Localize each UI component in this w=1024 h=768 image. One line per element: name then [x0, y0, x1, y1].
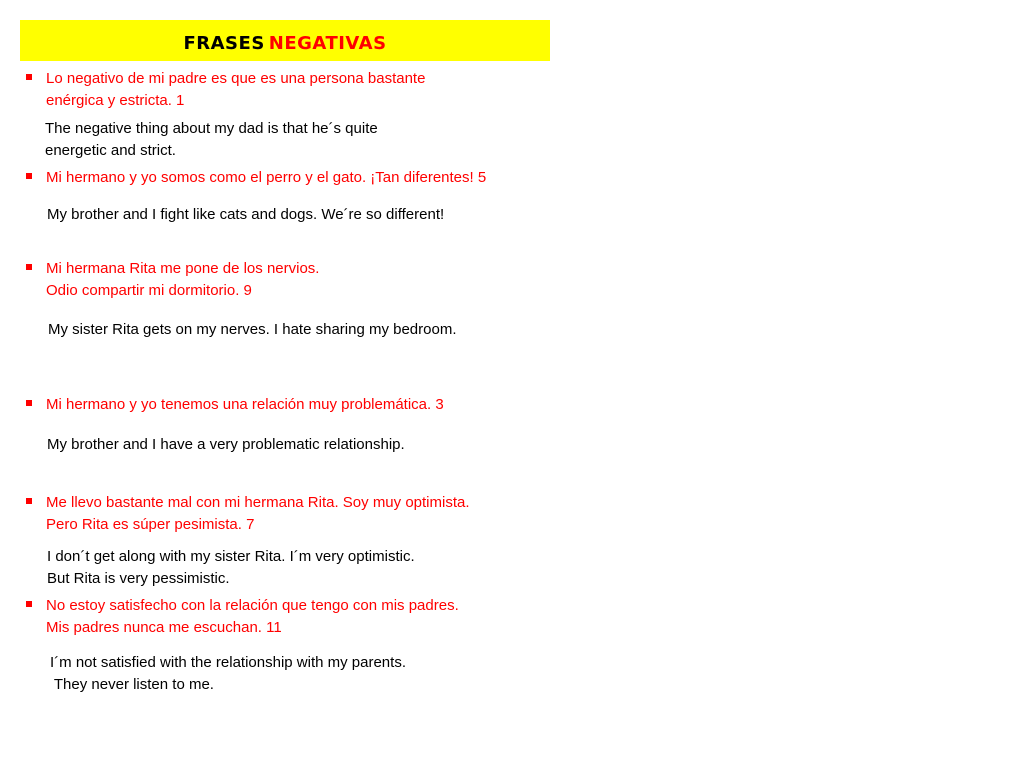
english-line: energetic and strict.: [45, 141, 176, 159]
english-line: But Rita is very pessimistic.: [47, 569, 230, 587]
bullet-icon: [26, 498, 32, 504]
bullet-icon: [26, 173, 32, 179]
spanish-line: Lo negativo de mi padre es que es una persona bastante: [46, 70, 426, 87]
spanish-line: No estoy satisfecho con la relación que tengo con mis padres.: [46, 597, 459, 614]
spanish-sentence: [46, 258, 319, 301]
spanish-sentence: [46, 394, 444, 416]
title-word-negativas: negativas: [268, 26, 387, 55]
spanish-line: Mi hermano y yo somos como el perro y el gato. ¡Tan diferentes! 5: [46, 169, 487, 186]
english-line: They never listen to me.: [50, 675, 214, 693]
spanish-line: Odio compartir mi dormitorio. 9: [46, 281, 252, 299]
english-translation: [50, 652, 406, 695]
spanish-sentence: [46, 167, 486, 189]
spanish-line: Pero Rita es súper pesimista. 7: [46, 515, 255, 533]
english-translation: [47, 546, 415, 589]
english-translation: [45, 118, 378, 161]
english-line: My brother and I have a very problematic relationship.: [47, 436, 405, 453]
english-line: I don´t get along with my sister Rita. I´m very optimistic.: [47, 548, 415, 565]
spanish-line: Mi hermano y yo tenemos una relación muy problemática. 3: [46, 396, 444, 413]
english-line: I´m not satisfied with the relationship with my parents.: [50, 654, 406, 671]
spanish-line: Me llevo bastante mal con mi hermana Rita. Soy muy optimista.: [46, 494, 470, 511]
spanish-sentence: [46, 595, 459, 638]
spanish-line: Mi hermana Rita me pone de los nervios.: [46, 260, 320, 277]
bullet-icon: [26, 601, 32, 607]
bullet-icon: [26, 264, 32, 270]
english-translation: [47, 204, 444, 226]
page-title: [183, 28, 386, 53]
bullet-icon: [26, 400, 32, 406]
spanish-line: enérgica y estricta. 1: [46, 91, 185, 109]
spanish-line: Mis padres nunca me escuchan. 11: [46, 618, 282, 636]
english-translation: [48, 319, 457, 341]
bullet-icon: [26, 74, 32, 80]
title-banner: [20, 20, 550, 61]
spanish-sentence: [46, 68, 425, 111]
english-line: The negative thing about my dad is that he´s quite: [45, 120, 378, 137]
english-translation: [47, 434, 405, 456]
english-line: My brother and I fight like cats and dogs. We´re so different!: [47, 206, 445, 223]
title-word-frases: frases: [183, 26, 265, 55]
english-line: My sister Rita gets on my nerves. I hate sharing my bedroom.: [48, 321, 457, 338]
spanish-sentence: [46, 492, 470, 535]
